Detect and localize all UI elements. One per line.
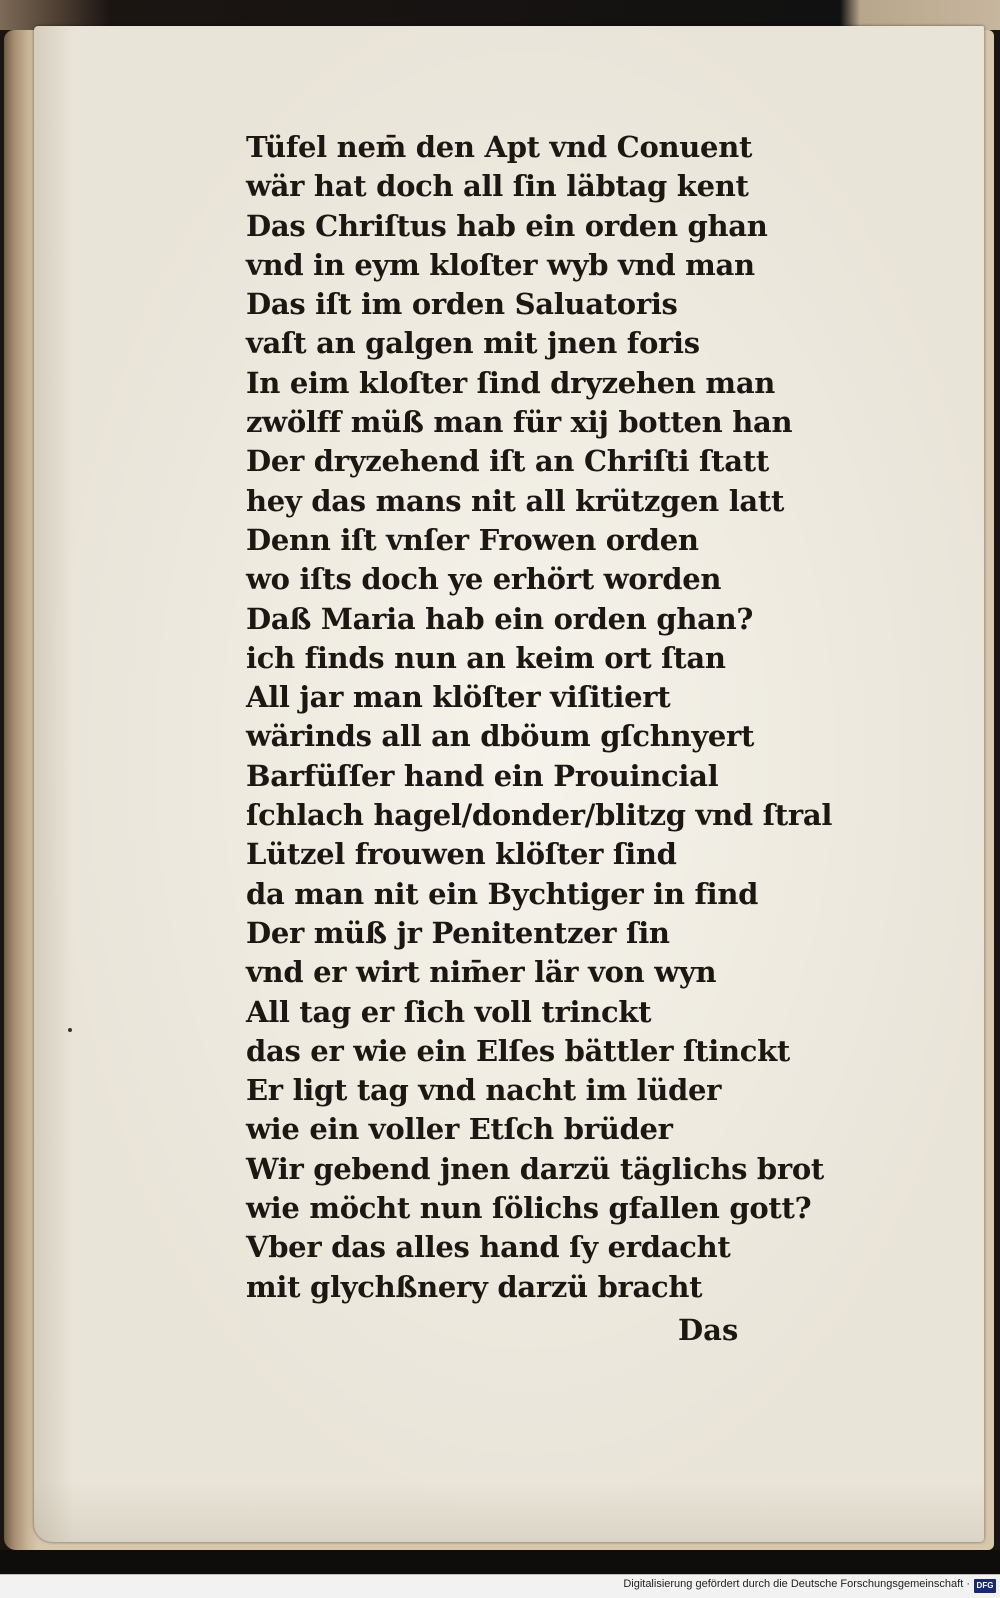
verse-line: Er ligt tag vnd nacht im lüder: [246, 1073, 722, 1108]
verse-line: wärinds all an dböum gſchnyert: [246, 719, 755, 754]
digitization-footer: [0, 1574, 1000, 1598]
verse-line: das er wie ein Elſes bättler ſtinckt: [246, 1033, 790, 1068]
verse-line: mit glychßnery darzü bracht: [246, 1269, 703, 1304]
verse-line: da man nit ein Bychtiger in find: [246, 876, 759, 911]
verse-line: vnd er wirt nim̄er lär von wyn: [246, 955, 717, 990]
verse-line: Tüfel nem̄ den Apt vnd Conuent: [246, 130, 753, 164]
verse-line: Daß Maria hab ein orden ghan?: [246, 601, 754, 636]
verse-line: ſchlach hagel/donder/blitzg vnd ſtral: [246, 798, 833, 833]
verse-line: Der dryzehend iſt an Chriſti ſtatt: [246, 444, 769, 479]
catchword: Das: [678, 1313, 739, 1347]
verse-line: Denn iſt vnſer Frowen orden: [246, 522, 699, 557]
dfg-logo: DFG: [974, 1579, 996, 1593]
verse-line: wär hat doch all ſin läbtag kent: [246, 169, 749, 204]
verse-line: All jar man klöſter viſitiert: [246, 680, 671, 715]
verse-line: zwölff müß man für xij botten han: [246, 405, 793, 440]
verse-line: Das Chriſtus hab ein orden ghan: [246, 208, 768, 243]
verse-line: Der müß jr Penitentzer ſin: [246, 915, 670, 950]
verse-line: In eim kloſter ſind dryzehen man: [246, 365, 776, 400]
verse-line: Wir gebend jnen darzü täglichs brot: [246, 1151, 825, 1186]
verse-line: wie möcht nun ſölichs gfallen gott?: [246, 1191, 812, 1226]
verse-line: Lützel frouwen klöſter ſind: [246, 837, 677, 872]
verse-line: vnd in eym kloſter wyb vnd man: [246, 247, 755, 282]
verse-line: Vber das alles hand ſy erdacht: [246, 1230, 731, 1265]
verse-line: Das iſt im orden Saluatoris: [246, 287, 678, 322]
verse-line: hey das mans nit all krützgen latt: [246, 483, 785, 518]
verse-line: vaſt an galgen mit jnen foris: [246, 326, 700, 361]
funding-credit: Digitalisierung gefördert durch die Deutsche Forschungsgemeinschaft ·: [623, 1578, 970, 1590]
verse-line: All tag er ſich voll trinckt: [246, 994, 652, 1029]
verse-text-block: [246, 128, 866, 1307]
verse-line: ich finds nun an keim ort ſtan: [246, 640, 726, 675]
verse-line: wie ein voller Etſch brüder: [246, 1112, 673, 1147]
verse-line: Barfüſſer hand ein Prouincial: [246, 758, 719, 793]
verse-line: wo iſts doch ye erhört worden: [246, 562, 722, 597]
ink-speck: [68, 1028, 72, 1032]
